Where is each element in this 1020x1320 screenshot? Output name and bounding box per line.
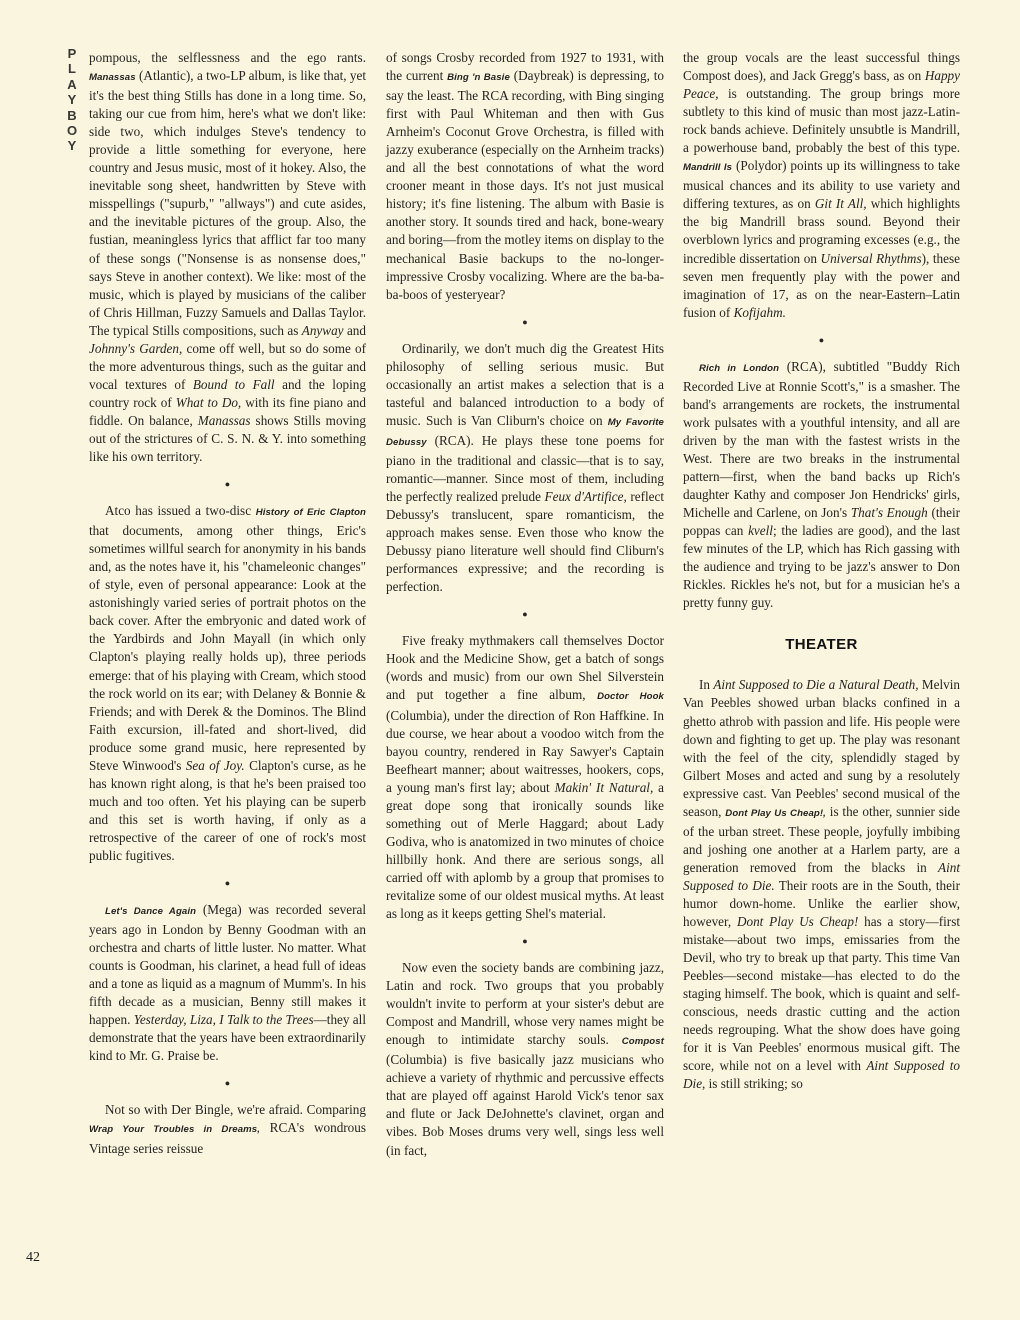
section-divider-bullet: ● xyxy=(224,878,231,889)
play-title: Dont Play Us Cheap! xyxy=(736,914,859,930)
song-title: Sea of Joy. xyxy=(185,757,245,773)
record-title: My Favorite Debussy xyxy=(386,416,664,448)
section-divider-bullet: ● xyxy=(522,609,528,620)
section-divider-bullet: ● xyxy=(522,936,528,947)
song-title: Makin' It Natural, xyxy=(554,779,654,795)
song-title: Happy Peace, xyxy=(683,68,960,102)
record-title: Rich in London xyxy=(699,362,780,374)
section-heading-theater: THEATER xyxy=(785,636,858,654)
record-title: Let's Dance Again xyxy=(105,906,197,918)
paragraph: Atco has issued a two-disc History of Eric Clapton that documents, among other things, Eric's sometimes willful search for anonymity in his bands and, as the notes have it, his "chameleonic changes" of style, even of personal appearance: Look at the astonishingly varied series of portrait photos on the back cover. After the embryonic and dated work of the Yardbirds and John Mayall (in which only Clapton's playing really holds up), three periods emerge: that of his playing with Cream, which stood the rock world on its ear; with Delaney & Bonnie & Friends; and with Derek & the Dominos. The Blind Faith excursion, ill-fated and short-lived, did produce some grand music, here represented by Steve Winwood's Sea of Joy. Clapton's curse, as he has known right along, is that he's been praised too much and too often. Yet his playing can be superb and this set is worth having, if only as a retrospective of the career of one of rock's most public fugitives. xyxy=(89,503,367,863)
record-title: Mandrill Is xyxy=(683,162,733,174)
page-number: 42 xyxy=(26,1250,40,1265)
paragraph: Now even the society bands are combining jazz, Latin and rock. Two groups that you probably wouldn't invite to perform at your sister's debut are Compost and Mandrill, whose very names might be enough to intimidate starchy souls. Compost (Columbia) is five basically jazz musicians who achieve a variety of rhythmic and percussive effects that are played off against Harold Vick's tenor sax and flute or Jack DeJohnette's clavinet, organ and vibes. Bob Moses drums very well, sings less well (in fact, xyxy=(386,960,664,1158)
play-title: Dont Play Us Cheap!, xyxy=(725,807,826,819)
masthead-letter: Y xyxy=(67,92,77,108)
paragraph: Let's Dance Again (Mega) was recorded several years ago in London by Benny Goodman with an orchestra and charts of little luster. No matter. What counts is Goodman, his clarinet, a head full of ideas and a tone as liquid as a magnum of Mumm's. In his fifth decade as a musician, Benny still makes it happen. Yesterday, Liza, I Talk to the Trees—they all demonstrate that the years have been extraordinarily kind to Mr. G. Praise be. xyxy=(89,902,366,1064)
paragraph: Rich in London (RCA), subtitled "Buddy Rich Recorded Live at Ronnie Scott's," is a smasher. The band's arrangements are rockets, the instrumental work pulsates with a youthful intensity, and all are driven by the man with the fastest wrists in the West. There are two breaks in the instrumental pattern—first, when the band backs up Rich's daughter Kathy and composer Jon Hendricks' girls, Michelle and Carlene, on Jon's That's Enough (their poppas can kvell; the ladies are good), and the last few minutes of the LP, which has Rich gassing with the audience and trying to be jazz's answer to Don Rickles. Rickles he's not, but for a musician he's a pretty funny guy. xyxy=(683,358,960,611)
paragraph: Ordinarily, we don't much dig the Greatest Hits philosophy of selling serious music. But occasionally an artist makes a selection that is a tasteful and balanced introduction to a body of music. Such is Van Cliburn's choice on My Favorite Debussy (RCA). He plays these tone poems for piano in the traditional and classic—that is to say, romantic—manner. Since most of them, including the perfectly realized prelude Feux d'Artifice, reflect Debussy's translucent, spare romanticism, the approach makes sense. Even those who know the Debussy piano literature well should find Cliburn's performances expressive; and the recording is perfection. xyxy=(386,340,664,595)
column-1 xyxy=(89,49,366,1158)
masthead-letter: L xyxy=(68,61,76,77)
song-title: Johnny's Garden, xyxy=(89,340,183,356)
masthead-letter: B xyxy=(67,107,77,123)
record-title: Manassas xyxy=(89,72,136,84)
masthead-letter: Y xyxy=(67,138,77,154)
section-divider-bullet: ● xyxy=(224,479,231,490)
masthead-letter: O xyxy=(66,123,78,139)
record-title: Bing 'n Basie xyxy=(447,72,510,84)
column-2 xyxy=(386,49,664,1160)
section-divider-bullet: ● xyxy=(224,1078,231,1089)
song-title: Git It All, xyxy=(814,196,867,212)
section-divider-bullet: ● xyxy=(818,334,825,345)
record-title: History of Eric Clapton xyxy=(255,507,367,519)
emphasis: kvell xyxy=(748,523,773,539)
play-title: Aint Supposed to Die. xyxy=(683,859,960,893)
paragraph: of songs Crosby recorded from 1927 to 1931, with the current Bing 'n Basie (Daybreak) is depressing, to say the least. The RCA recording, with Bing singing first with Paul Whiteman and then with Gus Arnheim's Coconut Grove Orchestra, is filled with jazzy exuberance (especially on the Arnheim tracks) and all the best connotations of what the word crooner meant in those days. It's not just musical history; it's fine listening. The album with Basie is another story. It sounds tired and hack, bone-weary and boring—from the motley items on display to the mechanical Basie backups to the no-longer-impressive Crosby vocalizing. Where are the ba-ba-ba-boos of yesteryear? xyxy=(386,50,665,302)
record-title: Wrap Your Troubles in Dreams, xyxy=(89,1124,260,1136)
paragraph: Not so with Der Bingle, we're afraid. Comparing Wrap Your Troubles in Dreams, RCA's wondrous Vintage series reissue xyxy=(89,1102,366,1156)
song-title: Feux d'Artifice, xyxy=(544,489,627,505)
song-title: Bound to Fall xyxy=(192,376,275,392)
song-title: What to Do, xyxy=(175,394,242,410)
record-title: Doctor Hook xyxy=(597,691,664,703)
paragraph: Five freaky mythmakers call themselves Doctor Hook and the Medicine Show, get a batch of songs (words and music) from our own Shel Silverstein and put together a fine album, Doctor Hook (Columbia), under the direction of Ron Haffkine. In due course, we hear about a voodoo witch from the bayou country, rendered in Ray Sawyer's Captain Beefheart manner; about waitresses, hookers, cops, a young man's first lay; about Makin' It Natural, a great dope song that ironically sounds like something out of Merle Haggard; about Lady Godiva, who is anatomized in two minutes of choice hillbilly honk. And there are serious songs, all carried off with aplomb by a group that promises to revitalize some of our oldest musical myths. At least as long as it keeps getting Shel's material. xyxy=(386,633,664,922)
song-title: Universal Rhythms xyxy=(820,250,922,266)
album-title: Manassas xyxy=(197,412,251,428)
song-title: That's Enough xyxy=(850,505,928,521)
paragraph: In Aint Supposed to Die a Natural Death, Melvin Van Peebles showed urban blacks confined in a ghetto athrob with passion and life. His people were down and fighting to get up. The play was resonant with the feel of the city, splendidly staged by Gilbert Moses and acted and sung by a resolutely expressive cast. Van Peebles' second musical of the season, Dont Play Us Cheap!, is the other, sunnier side of the urban street. These people, joyfully imbibing and joshing one another at a Harlem party, are a generation removed from the blacks in Aint Supposed to Die. Their roots are in the South, their humor down-home. Unlike the earlier show, however, Dont Play Us Cheap! has a story—first mistake—about two imps, emissaries from the Devil, who try to break up that party. This time Van Peebles—second mistake—has elected to do the staging himself. The book, which is quaint and self-conscious, needs drastic cutting and the action needs regrouping. What the show does have going for it is Van Peebles' enormous musical gift. The score, while not on a level with Aint Supposed to Die, is still striking; so xyxy=(683,677,960,1092)
masthead-letter: P xyxy=(67,46,77,61)
play-title: Aint Supposed to Die a Natural Death, xyxy=(713,677,919,693)
masthead-letter: A xyxy=(67,76,77,92)
play-title: Aint Supposed to Die, xyxy=(683,1058,960,1092)
paragraph: pompous, the selflessness and the ego rants. Manassas (Atlantic), a two-LP album, is like that, yet it's the best thing Stills has done in a long time. So, taking our cue from him, here's what we don't like: side two, which indulges Steve's tendency to provide a little something for everyone, here country and Jesus music, most of it hokey. Also, the inevitable song sheet, handwritten by Steve with misspellings ("supurb," "allways") and cute asides, and the inevitable pictures of the group. Also, the fustian, meaningless lyrics that afflict far too many of these songs ("Nonsense is as nonsense does," says Steve in another context). We like: most of the music, which is played by musicians of the caliber of Chris Hillman, Fuzzy Samuels and Dallas Taylor. The typical Stills compositions, such as Anyway and Johnny's Garden, come off well, but so do some of the more adventurous things, such as the guitar and vocal textures of Bound to Fall and the loping country rock of What to Do, with its fine piano and fiddle. On balance, Manassas shows Stills moving out of the strictures of C. S. N. & Y. into something like his own territory. xyxy=(89,50,366,465)
column-3 xyxy=(683,49,960,1093)
song-title: Kofijahm. xyxy=(733,304,786,320)
song-title: Yesterday, Liza, I Talk to the Trees xyxy=(133,1012,314,1028)
record-title: Compost xyxy=(621,1036,664,1048)
masthead-playboy xyxy=(62,46,82,154)
paragraph: the group vocals are the least successful things Compost does), and Jack Gregg's bass, as on Happy Peace, is outstanding. The group brings more subtlety to this kind of music than most jazz-Latin-rock bands achieve. Definitely unsubtle is Mandrill, a powerhouse band, probably the best of this type. Mandrill Is (Polydor) points up its willingness to take musical chances and its ability to use variety and differing textures, as on Git It All, which highlights the big Mandrill brass sound. Beyond their overblown lyrics and programing excesses (e.g., the incredible dissertation on Universal Rhythms), these seven men frequently play with the power and imagination of 17, as on the near-Eastern–Latin fusion of Kofijahm. xyxy=(683,50,960,320)
song-title: Anyway xyxy=(301,322,344,338)
section-divider-bullet: ● xyxy=(522,316,528,327)
